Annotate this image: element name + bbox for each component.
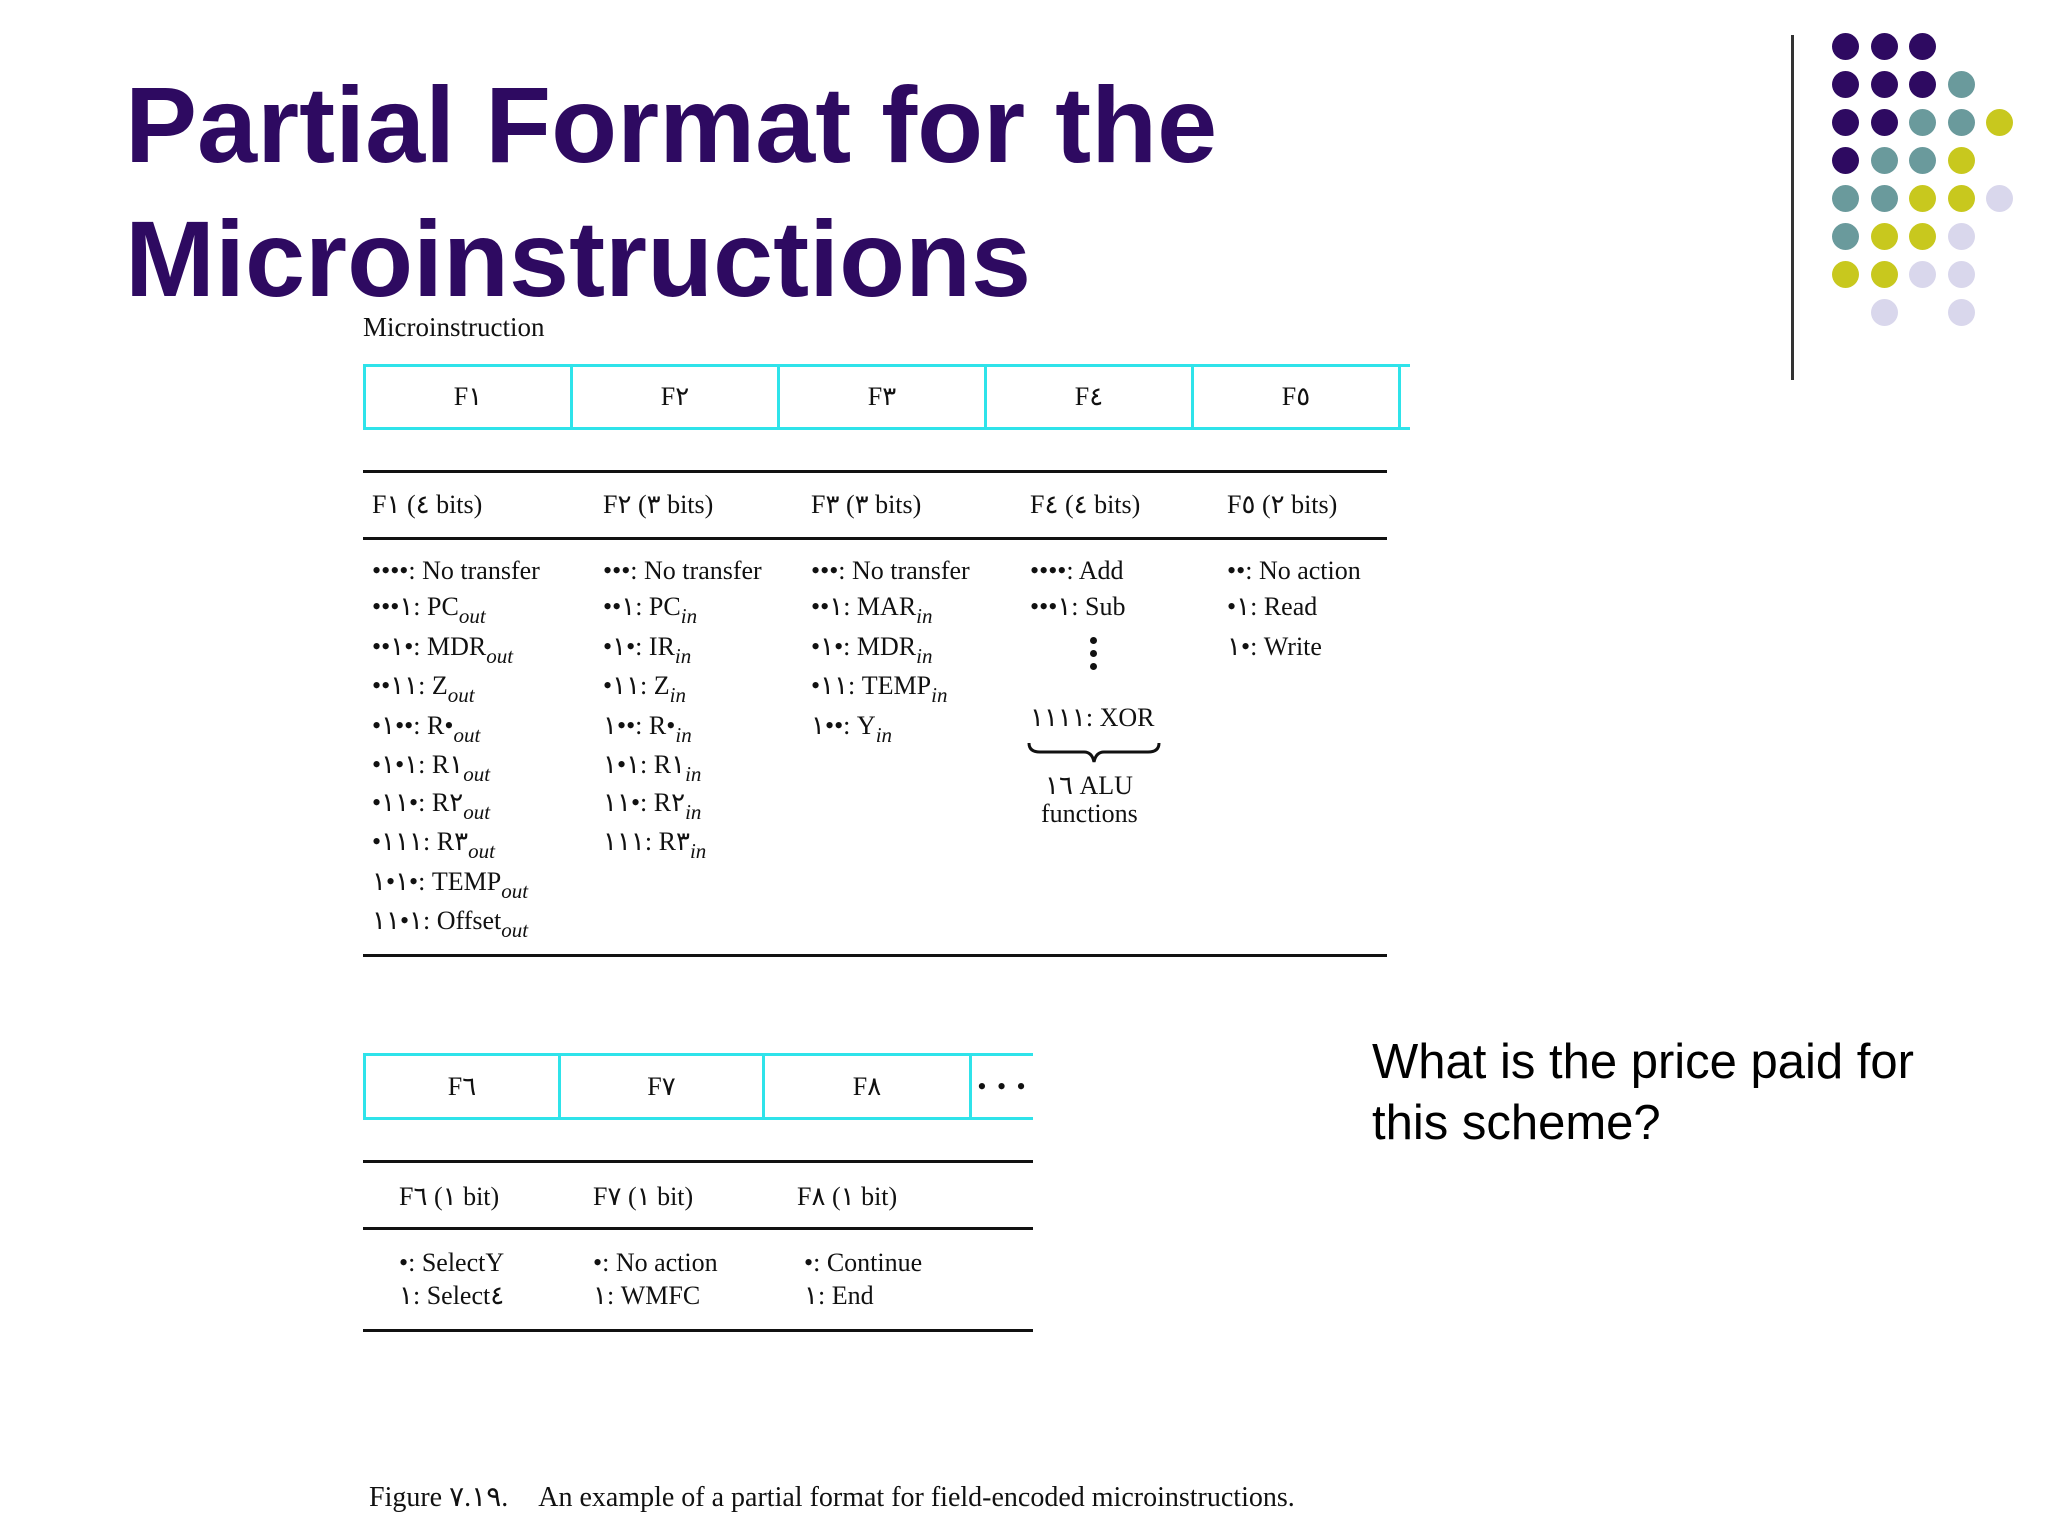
encoding-code: ١: <box>399 1281 427 1310</box>
encoding-f2-1 <box>603 592 697 631</box>
decorative-dot <box>1832 33 1859 60</box>
encoding-f4-2 <box>1030 703 1155 733</box>
table2-rule-header <box>363 1227 1033 1230</box>
encoding-subscript: in <box>875 723 893 747</box>
decorative-dot <box>1948 109 1975 136</box>
encoding-subscript: in <box>916 604 933 628</box>
encoding-name: No transfer <box>422 556 540 585</box>
decorative-dot <box>1871 109 1898 136</box>
encoding-name: No action <box>1258 556 1361 585</box>
encoding-f3-1 <box>811 592 933 631</box>
encoding-f2-5 <box>603 750 701 789</box>
decorative-dot <box>1948 299 1975 326</box>
encoding-code: ١١•: <box>603 788 654 817</box>
figure-caption <box>369 1480 1295 1514</box>
encoding-code: ١•١•: <box>372 867 432 896</box>
decorative-dot <box>1871 33 1898 60</box>
encoding-code: •١: <box>1227 592 1264 621</box>
header-f5: F٥ (٢ bits) <box>1227 490 1338 519</box>
encoding-f2-0 <box>603 556 762 586</box>
encoding-name: Read <box>1263 592 1318 621</box>
encoding-name: PC <box>648 592 681 621</box>
encoding-name: R• <box>648 711 676 740</box>
header-f2: F٢ (٣ bits) <box>603 490 714 519</box>
decorative-dot <box>1948 223 1975 250</box>
encoding-f5-1 <box>1227 592 1317 622</box>
encoding-f4-1 <box>1030 592 1125 622</box>
encoding-name: Write <box>1263 632 1322 661</box>
encoding-name: R٢ <box>431 788 464 817</box>
encoding-subscript: out <box>501 879 529 903</box>
encoding-name: Continue <box>826 1248 923 1277</box>
encoding-code: •••١: <box>372 592 428 621</box>
table-rule-bottom <box>363 954 1387 957</box>
encoding-subscript: out <box>501 918 529 942</box>
decorative-dot <box>1909 185 1936 212</box>
encoding-code: ١•١: <box>603 750 654 779</box>
encoding-code: ١١١: <box>603 827 659 856</box>
decorative-dot <box>1909 33 1936 60</box>
encoding-code: •••١: <box>1030 592 1086 621</box>
encoding-f1-4 <box>372 711 480 750</box>
encoding-f5-0 <box>1227 556 1361 586</box>
encoding-subscript: in <box>680 604 698 628</box>
encoding-f6-1 <box>399 1281 504 1311</box>
encoding-name: MDR <box>427 632 487 661</box>
field-box-ellipsis: • • • <box>969 1053 1033 1120</box>
field-box-f2: F٢ <box>570 364 777 430</box>
encoding-code: •١•١: <box>372 750 432 779</box>
encoding-code: ••••: <box>1030 556 1079 585</box>
figure-caption-text: An example of a partial format for field-encoded microinstructions. <box>538 1482 1295 1513</box>
encoding-name: R١ <box>653 750 686 779</box>
title-line-2: Microinstructions <box>125 198 1032 319</box>
field-box-continuation <box>1401 364 1410 430</box>
encoding-code: ١•١١: <box>372 906 437 935</box>
decorative-dot <box>1909 261 1936 288</box>
decorative-dot <box>1832 185 1859 212</box>
brace-icon <box>1026 740 1162 766</box>
decorative-dot <box>1832 109 1859 136</box>
encoding-f2-4 <box>603 711 692 750</box>
encoding-code: ١: <box>593 1281 621 1310</box>
encoding-name: Y <box>856 711 876 740</box>
decorative-dot <box>1871 185 1898 212</box>
header-f1: F١ (٤ bits) <box>372 490 483 519</box>
field-box-f5: F٥ <box>1191 364 1401 430</box>
encoding-code: •١•: <box>811 632 857 661</box>
encoding-code: ١••: <box>811 711 857 740</box>
encoding-f1-5 <box>372 750 490 789</box>
encoding-name: TEMP <box>431 867 502 896</box>
decorative-dot <box>1871 261 1898 288</box>
encoding-name: IR <box>648 632 675 661</box>
encoding-code: •: <box>804 1248 827 1277</box>
encoding-subscript: out <box>468 839 495 863</box>
decorative-dot <box>1909 223 1936 250</box>
encoding-subscript: in <box>685 762 702 786</box>
table-rule-header <box>363 537 1387 540</box>
encoding-f8-1 <box>804 1281 874 1311</box>
encoding-name: Offset <box>436 906 502 935</box>
encoding-f8-0 <box>804 1248 922 1278</box>
encoding-code: •••: <box>811 556 853 585</box>
encoding-f3-4 <box>811 711 892 750</box>
decorative-dot <box>1948 147 1975 174</box>
encoding-f4-0 <box>1030 556 1123 586</box>
field-box-f7: F٧ <box>558 1053 762 1120</box>
encoding-subscript: in <box>916 644 933 668</box>
field-box-f8: F٨ <box>762 1053 969 1120</box>
encoding-f2-3 <box>603 671 686 710</box>
decorative-dot <box>1986 109 2013 136</box>
encoding-name: End <box>831 1281 874 1310</box>
decorative-dot <box>1948 261 1975 288</box>
encoding-code: ••١: <box>811 592 857 621</box>
encoding-name: WMFC <box>620 1281 701 1310</box>
encoding-f1-6 <box>372 788 490 827</box>
encoding-name: Z <box>653 671 670 700</box>
encoding-name: MDR <box>856 632 917 661</box>
encoding-subscript: out <box>463 800 491 824</box>
microinstruction-fields-top <box>363 364 1410 430</box>
header-f3: F٣ (٣ bits) <box>811 490 922 519</box>
decorative-dot <box>1948 185 1975 212</box>
decorative-dot <box>1832 147 1859 174</box>
encoding-subscript: in <box>685 800 702 824</box>
encoding-code: ••١: <box>603 592 649 621</box>
vertical-ellipsis <box>1090 637 1098 676</box>
encoding-name: TEMP <box>861 671 932 700</box>
encoding-f3-2 <box>811 632 933 671</box>
encoding-code: ••••: <box>372 556 423 585</box>
encoding-code: •١١•: <box>372 788 432 817</box>
encoding-name: Select٤ <box>426 1281 505 1310</box>
encoding-code: ١١١١: <box>1030 703 1100 732</box>
encoding-name: MAR <box>856 592 917 621</box>
field-box-f6: F٦ <box>363 1053 558 1120</box>
alu-functions-label-2: functions <box>1041 799 1138 828</box>
encoding-code: •••: <box>603 556 645 585</box>
encoding-name: R١ <box>431 750 464 779</box>
encoding-f3-0 <box>811 556 970 586</box>
decorative-dot-grid <box>0 0 2048 380</box>
header-f8: F٨ (١ bit) <box>797 1182 898 1211</box>
encoding-code: ١: <box>804 1281 832 1310</box>
encoding-subscript: in <box>674 644 692 668</box>
discussion-question <box>1372 1032 2012 1154</box>
encoding-code: •١١: <box>603 671 654 700</box>
decorative-dot <box>1871 223 1898 250</box>
decorative-dot <box>1986 185 2013 212</box>
question-line-2: this scheme? <box>1372 1096 1661 1150</box>
encoding-name: Add <box>1078 556 1124 585</box>
encoding-f1-9 <box>372 906 528 945</box>
title-line-1: Partial Format for the <box>125 64 1218 185</box>
field-box-f1: F١ <box>363 364 570 430</box>
encoding-f1-2 <box>372 632 513 671</box>
encoding-name: No action <box>615 1248 718 1277</box>
encoding-f7-0 <box>593 1248 718 1278</box>
decorative-dot <box>1871 299 1898 326</box>
encoding-subscript: in <box>669 683 687 707</box>
encoding-subscript: out <box>453 723 481 747</box>
encoding-name: XOR <box>1099 703 1155 732</box>
microinstruction-fields-bottom <box>363 1053 1033 1120</box>
encoding-subscript: in <box>931 683 948 707</box>
decorative-dot <box>1871 71 1898 98</box>
encoding-code: •: <box>399 1248 422 1277</box>
table2-rule-top <box>363 1160 1033 1163</box>
encoding-code: ١•: <box>1227 632 1264 661</box>
header-f6: F٦ (١ bit) <box>399 1182 500 1211</box>
encoding-subscript: in <box>689 839 707 863</box>
encoding-name: R٣ <box>658 827 690 856</box>
header-f4: F٤ (٤ bits) <box>1030 490 1141 519</box>
encoding-f5-2 <box>1227 632 1322 662</box>
encoding-code: •١••: <box>372 711 428 740</box>
encoding-subscript: out <box>486 644 514 668</box>
encoding-code: ••١•: <box>372 632 428 661</box>
encoding-f1-8 <box>372 867 528 906</box>
encoding-name: SelectY <box>421 1248 505 1277</box>
encoding-f3-3 <box>811 671 947 710</box>
encoding-name: R٢ <box>653 788 686 817</box>
decorative-dot <box>1948 71 1975 98</box>
decorative-dot <box>1909 147 1936 174</box>
encoding-f1-0 <box>372 556 540 586</box>
encoding-subscript: out <box>447 683 475 707</box>
encoding-f1-3 <box>372 671 475 710</box>
decorative-dot <box>1832 261 1859 288</box>
decorative-dot <box>1909 109 1936 136</box>
encoding-name: R• <box>427 711 454 740</box>
header-f7: F٧ (١ bit) <box>593 1182 694 1211</box>
encoding-name: Z <box>431 671 448 700</box>
encoding-subscript: in <box>675 723 692 747</box>
encoding-subscript: out <box>463 762 491 786</box>
figure-label: Microinstruction <box>363 312 545 342</box>
question-line-1: What is the price paid for <box>1372 1035 1914 1089</box>
encoding-code: ١••: <box>603 711 649 740</box>
encoding-code: •١١: <box>811 671 862 700</box>
encoding-name: No transfer <box>644 556 762 585</box>
encoding-name: PC <box>427 592 459 621</box>
decorative-dot <box>1909 71 1936 98</box>
encoding-f7-1 <box>593 1281 700 1311</box>
encoding-name: R٣ <box>436 827 469 856</box>
encoding-name: No transfer <box>852 556 970 585</box>
encoding-f2-7 <box>603 827 706 866</box>
encoding-code: •: <box>593 1248 616 1277</box>
encoding-code: ••١١: <box>372 671 432 700</box>
table2-rule-bottom <box>363 1329 1033 1332</box>
encoding-f2-6 <box>603 788 701 827</box>
encoding-code: •١١١: <box>372 827 437 856</box>
encoding-f2-2 <box>603 632 691 671</box>
encoding-code: ••: <box>1227 556 1259 585</box>
table-rule-top <box>363 470 1387 473</box>
encoding-code: •١•: <box>603 632 649 661</box>
decorative-dot <box>1832 71 1859 98</box>
encoding-f1-1 <box>372 592 486 631</box>
field-box-f4: F٤ <box>984 364 1191 430</box>
field-box-f3: F٣ <box>777 364 984 430</box>
encoding-f6-0 <box>399 1248 504 1278</box>
encoding-name: Sub <box>1085 592 1126 621</box>
encoding-f1-7 <box>372 827 495 866</box>
decorative-dot <box>1871 147 1898 174</box>
decorative-dot <box>1832 223 1859 250</box>
figure-number: Figure ٧.١٩. <box>369 1482 509 1513</box>
encoding-subscript: out <box>458 604 486 628</box>
alu-functions-label-1: ١٦ ALU <box>1045 771 1133 800</box>
